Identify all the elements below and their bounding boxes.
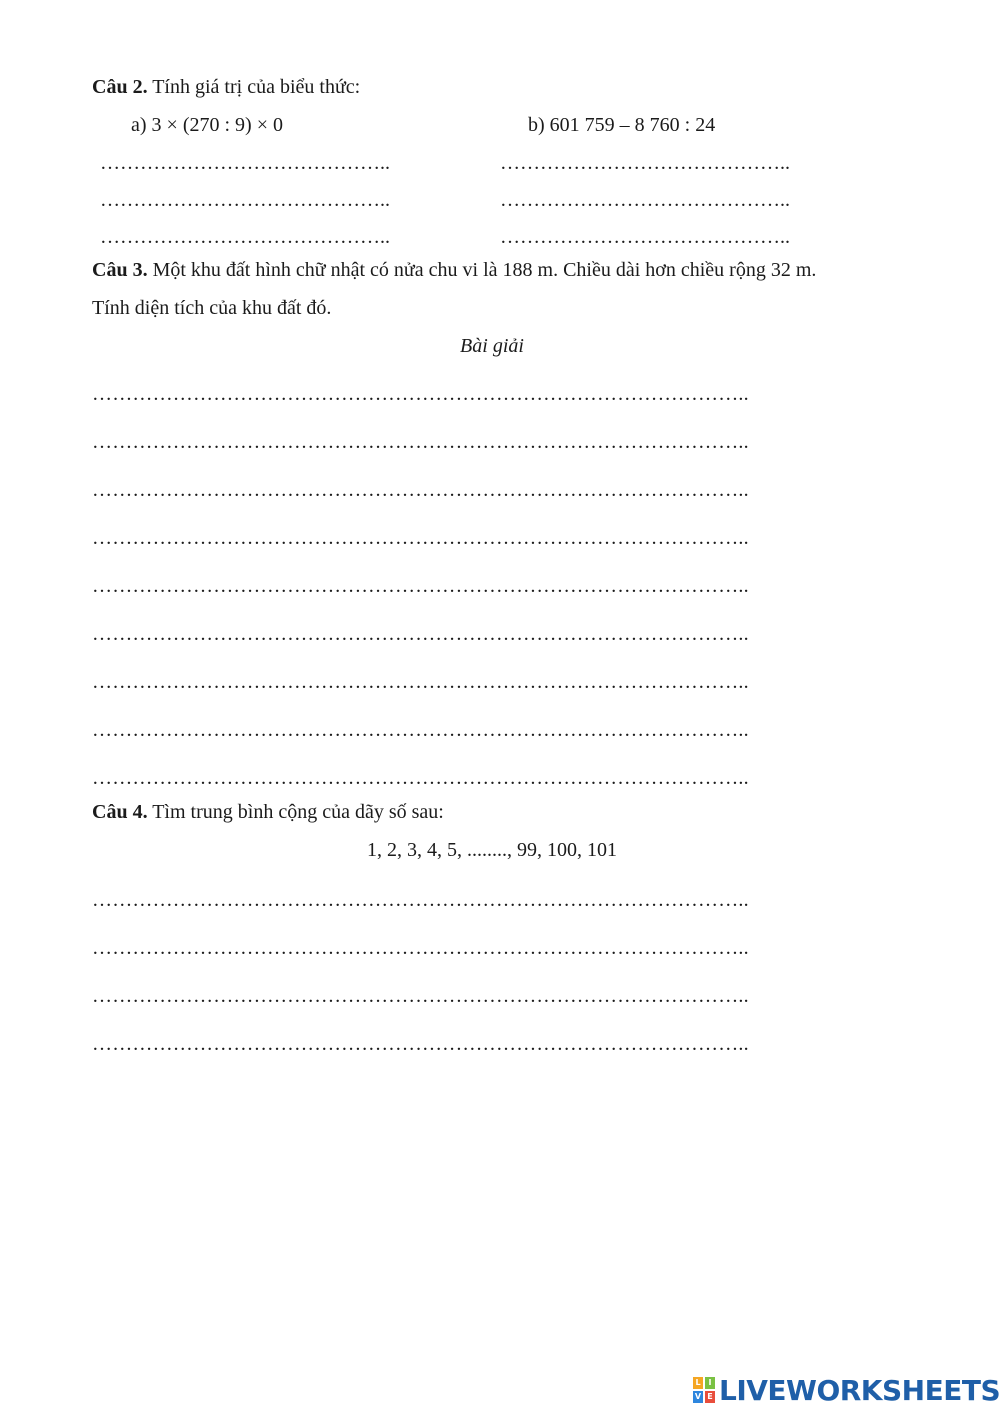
liveworksheets-brand: [693, 1373, 1000, 1407]
number-sequence: 1, 2, 3, 4, 5, ........, 99, 100, 101: [367, 839, 617, 861]
answer-line-2a-3[interactable]: ……………………………………..: [100, 226, 390, 248]
question-2-label: Câu 2.: [92, 76, 148, 98]
answer-line-3-5[interactable]: ……………………………………………………………………………………..: [92, 575, 749, 597]
answer-line-3-6[interactable]: ……………………………………………………………………………………..: [92, 623, 749, 645]
question-3-label: Câu 3.: [92, 259, 148, 281]
answer-line-4-4[interactable]: ……………………………………………………………………………………..: [92, 1033, 749, 1055]
liveworksheets-logo-icon: [693, 1377, 715, 1403]
answer-line-3-3[interactable]: ……………………………………………………………………………………..: [92, 479, 749, 501]
solution-heading: Bài giải: [460, 335, 524, 357]
answer-line-4-2[interactable]: ……………………………………………………………………………………..: [92, 937, 749, 959]
answer-line-2a-1[interactable]: ……………………………………..: [100, 152, 390, 174]
question-2-part-a: a) 3 × (270 : 9) × 0: [131, 114, 283, 136]
answer-line-2b-3[interactable]: ……………………………………..: [500, 226, 790, 248]
question-4-heading: [92, 801, 444, 824]
question-3-text-continued: Tính diện tích của khu đất đó.: [92, 297, 332, 319]
answer-line-3-9[interactable]: ……………………………………………………………………………………..: [92, 767, 749, 789]
answer-line-3-8[interactable]: ……………………………………………………………………………………..: [92, 719, 749, 741]
brand-name: LIVEWORKSHEETS: [719, 1373, 1000, 1407]
answer-line-4-3[interactable]: ……………………………………………………………………………………..: [92, 985, 749, 1007]
logo-tile-l: L: [693, 1377, 703, 1389]
answer-line-2a-2[interactable]: ……………………………………..: [100, 189, 390, 211]
answer-line-3-2[interactable]: ……………………………………………………………………………………..: [92, 431, 749, 453]
answer-line-4-1[interactable]: ……………………………………………………………………………………..: [92, 889, 749, 911]
answer-line-2b-1[interactable]: ……………………………………..: [500, 152, 790, 174]
answer-line-2b-2[interactable]: ……………………………………..: [500, 189, 790, 211]
question-2-text: Tính giá trị của biểu thức:: [147, 76, 361, 98]
answer-line-3-7[interactable]: ……………………………………………………………………………………..: [92, 671, 749, 693]
question-2-part-b: b) 601 759 – 8 760 : 24: [528, 114, 716, 136]
question-3-text: Một khu đất hình chữ nhật có nửa chu vi là 188 m. Chiều dài hơn chiều rộng 32 m.: [147, 259, 817, 281]
question-2-heading: [92, 76, 360, 99]
answer-line-3-4[interactable]: ……………………………………………………………………………………..: [92, 527, 749, 549]
question-4-text: Tìm trung bình cộng của dãy số sau:: [147, 801, 444, 823]
answer-line-3-1[interactable]: ……………………………………………………………………………………..: [92, 383, 749, 405]
logo-tile-i: I: [705, 1377, 715, 1389]
question-3-heading: [92, 259, 816, 282]
logo-tile-e: E: [705, 1391, 715, 1403]
question-4-label: Câu 4.: [92, 801, 148, 823]
logo-tile-v: V: [694, 1392, 702, 1401]
